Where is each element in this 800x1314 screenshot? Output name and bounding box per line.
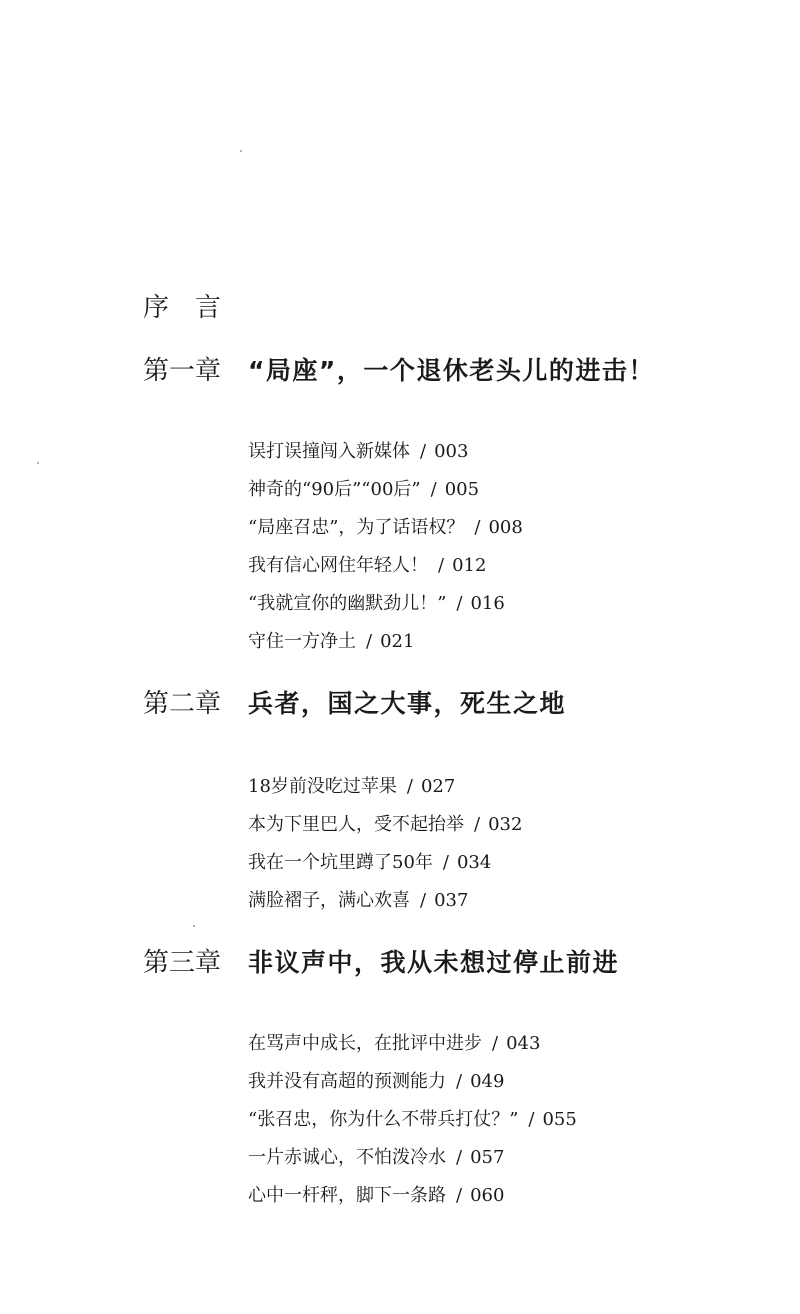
scan-speck bbox=[193, 925, 195, 927]
preface-heading[interactable]: 序言 bbox=[143, 293, 248, 323]
entry-page: 049 bbox=[470, 1071, 505, 1092]
entry-title: 满脸褶子，满心欢喜 bbox=[248, 890, 410, 911]
entry-page: 027 bbox=[420, 776, 456, 797]
entry-page: 003 bbox=[434, 441, 469, 462]
toc-entry[interactable] bbox=[248, 1139, 783, 1177]
chapter-number: 第一章 bbox=[143, 356, 222, 386]
entry-title: “局座召忠”，为了话语权？ bbox=[248, 517, 465, 538]
entry-separator: / bbox=[528, 1109, 535, 1130]
toc-entry[interactable] bbox=[248, 1101, 783, 1139]
entry-page: 043 bbox=[506, 1033, 541, 1054]
toc-entry[interactable] bbox=[248, 509, 783, 547]
entry-title: 神奇的“90后”“00后” bbox=[248, 479, 421, 500]
entry-separator: / bbox=[456, 1147, 463, 1168]
entry-page: 005 bbox=[444, 479, 480, 500]
toc-entry[interactable] bbox=[248, 768, 783, 806]
entry-page: 057 bbox=[470, 1147, 505, 1168]
toc-entry[interactable] bbox=[248, 623, 783, 661]
entry-page: 032 bbox=[488, 814, 523, 835]
entry-page: 034 bbox=[456, 852, 492, 873]
entry-title: 心中一杆秤，脚下一条路 bbox=[248, 1185, 446, 1206]
chapter-3 bbox=[143, 945, 783, 1215]
toc-entry[interactable] bbox=[248, 471, 783, 509]
entry-title: 误打误撞闯入新媒体 bbox=[248, 441, 410, 462]
toc-entry[interactable] bbox=[248, 1025, 783, 1063]
scan-speck bbox=[240, 150, 242, 152]
entry-separator: / bbox=[438, 555, 445, 576]
chapter-entries bbox=[248, 433, 783, 661]
entry-title: 我有信心网住年轻人！ bbox=[248, 555, 428, 576]
entry-title: 一片赤诚心，不怕泼冷水 bbox=[248, 1147, 446, 1168]
chapter-title: 兵者，国之大事，死生之地 bbox=[248, 689, 567, 718]
toc-entry[interactable] bbox=[248, 844, 783, 882]
entry-page: 037 bbox=[434, 890, 469, 911]
scan-speck bbox=[37, 462, 39, 464]
chapter-entries bbox=[248, 1025, 783, 1215]
entry-separator: / bbox=[420, 890, 427, 911]
entry-title: 我在一个坑里蹲了50年 bbox=[248, 852, 433, 873]
chapter-2 bbox=[143, 686, 783, 920]
entry-separator: / bbox=[474, 814, 481, 835]
entry-separator: / bbox=[456, 1071, 463, 1092]
entry-separator: / bbox=[456, 1185, 463, 1206]
toc-entry[interactable] bbox=[248, 547, 783, 585]
entry-title: 守住一方净土 bbox=[248, 631, 356, 652]
entry-title: 在骂声中成长，在批评中进步 bbox=[248, 1033, 482, 1054]
entry-page: 008 bbox=[488, 517, 523, 538]
entry-separator: / bbox=[406, 776, 413, 797]
toc-entry[interactable] bbox=[248, 882, 783, 920]
entry-separator: / bbox=[442, 852, 449, 873]
chapter-heading[interactable] bbox=[143, 686, 783, 722]
chapter-1 bbox=[143, 353, 783, 661]
entry-separator: / bbox=[420, 441, 427, 462]
entry-separator: / bbox=[366, 631, 373, 652]
toc-entry[interactable] bbox=[248, 1063, 783, 1101]
entry-page: 055 bbox=[542, 1109, 577, 1130]
entry-page: 021 bbox=[380, 631, 415, 652]
entry-title: “我就宣你的幽默劲儿！” bbox=[248, 593, 447, 614]
entry-page: 016 bbox=[470, 593, 505, 614]
entry-title: 本为下里巴人，受不起抬举 bbox=[248, 814, 464, 835]
chapter-heading[interactable] bbox=[143, 353, 783, 389]
entry-page: 060 bbox=[470, 1185, 505, 1206]
chapter-entries bbox=[248, 768, 783, 920]
chapter-title: “局座”，一个退休老头儿的进击！ bbox=[248, 356, 655, 385]
chapter-title: 非议声中，我从未想过停止前进 bbox=[248, 948, 620, 977]
entry-separator: / bbox=[430, 479, 437, 500]
chapter-number: 第三章 bbox=[143, 948, 222, 978]
toc-entry[interactable] bbox=[248, 806, 783, 844]
entry-separator: / bbox=[456, 593, 463, 614]
entry-title: “张召忠，你为什么不带兵打仗？” bbox=[248, 1109, 519, 1130]
chapter-number: 第二章 bbox=[143, 689, 222, 719]
toc-entry[interactable] bbox=[248, 585, 783, 623]
toc-entry[interactable] bbox=[248, 1177, 783, 1215]
entry-title: 我并没有高超的预测能力 bbox=[248, 1071, 446, 1092]
toc-entry[interactable] bbox=[248, 433, 783, 471]
entry-page: 012 bbox=[452, 555, 487, 576]
entry-separator: / bbox=[492, 1033, 499, 1054]
entry-separator: / bbox=[474, 517, 481, 538]
chapter-heading[interactable] bbox=[143, 945, 783, 981]
entry-title: 18岁前没吃过苹果 bbox=[248, 776, 397, 797]
